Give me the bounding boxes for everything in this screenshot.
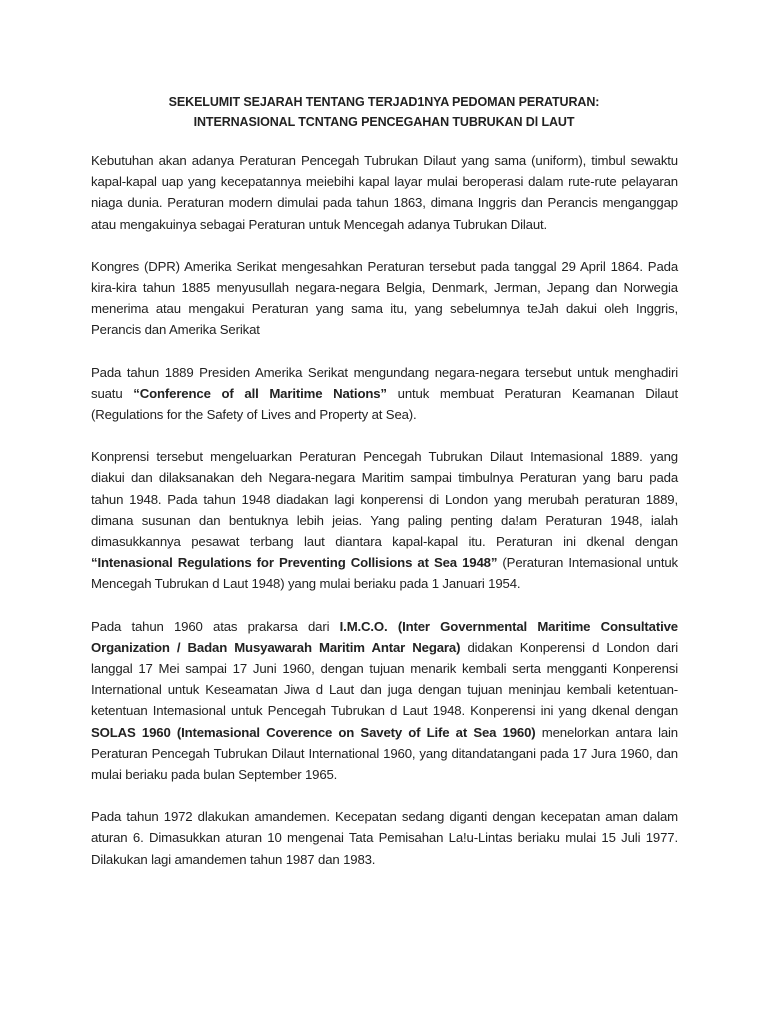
paragraph-6: Pada tahun 1972 dlakukan amandemen. Kecepatan sedang diganti dengan kecepatan aman dalam aturan 6. Dimasukkan aturan 10 mengenai Tata Pemisahan La!u-Lintas beriaku mulai 15 Juli 1977. Dilakukan lagi amandemen tahun 1987 dan 1983. <box>91 809 678 867</box>
paragraph-5-text-e: menelorkan antara lain Peraturan Pencegah Tubrukan Dilaut International 1960, yang ditandatangani pada 17 Jura 1960, dan mulai beriaku pada bulan September 1965. <box>91 724 678 783</box>
title-line-2: INTERNASIONAL TCNTANG PENCEGAHAN TUBRUKAN Dl LAUT <box>193 115 575 129</box>
solas-name: SOLAS 1960 (Intemasional Coverence on Savety of Life at Sea 1960) <box>91 724 536 740</box>
paragraph-4 <box>91 446 678 594</box>
paragraph-3-text-a: Pada tahun 1889 Presiden Amerika Serikat mengundang negara-negara tersebut untuk menghadiri suatu <box>91 364 678 401</box>
title-line-1: SEKELUMIT SEJARAH TENTANG TERJAD1NYA PEDOMAN PERATURAN: <box>168 95 600 109</box>
imco-name: I.M.C.O. (Inter Governmental Maritime Consultative Organization / Badan Musyawarah Maritim Antar Negara) <box>91 618 678 655</box>
paragraph-5-text-c: didakan Konperensi d London dari langgal 17 Mei sampai 17 Juni 1960, dengan tujuan menarik kembali serta mengganti Konperensi International untuk Keseamatan Jiwa d Laut dan juga dengan tujuan meninjau kembali ketentuan-ketentuan Intemasional untuk Pencegah Tubrukan d Laut 1948. Konperensi ini yang dkenal dengan <box>91 639 678 719</box>
paragraph-1: Kebutuhan akan adanya Peraturan Pencegah Tubrukan Dilaut yang sama (uniform), timbul sewaktu kapal-kapal uap yang kecepatannya meiebihi kapal layar mulai beroperasi dalam rute-rute pelayaran niaga dunia. Peraturan modern dimulai pada tahun 1863, dimana Inggris dan Perancis menganggap atau mengakuinya sebagai Peraturan untuk Mencegah adanya Tubrukan Dilaut. <box>91 153 678 232</box>
paragraph-5-text-a: Pada tahun 1960 atas prakarsa dari <box>91 618 340 634</box>
paragraph-3 <box>91 362 678 426</box>
document-body <box>91 150 678 870</box>
paragraph-5 <box>91 616 678 786</box>
document-title <box>90 92 678 132</box>
paragraph-4-text-c: (Peraturan Intemasional untuk Mencegah Tubrukan d Laut 1948) yang mulai beriaku pada 1 Januari 1954. <box>91 555 678 592</box>
conference-name: “Conference of all Maritime Nations” <box>133 385 387 401</box>
paragraph-2: Kongres (DPR) Amerika Serikat mengesahkan Peraturan tersebut pada tanggal 29 April 1864. Pada kira-kira tahun 1885 menyusullah negara-negara Belgia, Denmark, Jerman, Jepang dan Norwegia menerima atau mengakui Peraturan yang sama itu, yang sebelumnya teJah dakui oleh Inggris, Perancis dan Amerika Serikat <box>91 258 678 338</box>
paragraph-4-text-a: Konprensi tersebut mengeluarkan Peraturan Pencegah Tubrukan Dilaut Intemasional 1889. yang diakui dan dilaksanakan deh Negara-negara Maritim sampai timbulnya Peraturan yang baru pada tahun 1948. Pada tahun 1948 diadakan lagi konperensi di London yang merubah peraturan 1889, dimana susunan dan bentuknya lebih jeias. Yang paling penting da!am Peraturan 1948, ialah dimasukkannya pesawat terbang laut diantara kapal-kapal itu. Peraturan ini dkenal dengan <box>91 449 678 550</box>
regulation-name-1948: “Intenasional Regulations for Preventing Collisions at Sea 1948” <box>91 555 498 571</box>
paragraph-3-text-c: untuk membuat Peraturan Keamanan Dilaut (Regulations for the Safety of Lives and Property at Sea). <box>91 385 679 423</box>
